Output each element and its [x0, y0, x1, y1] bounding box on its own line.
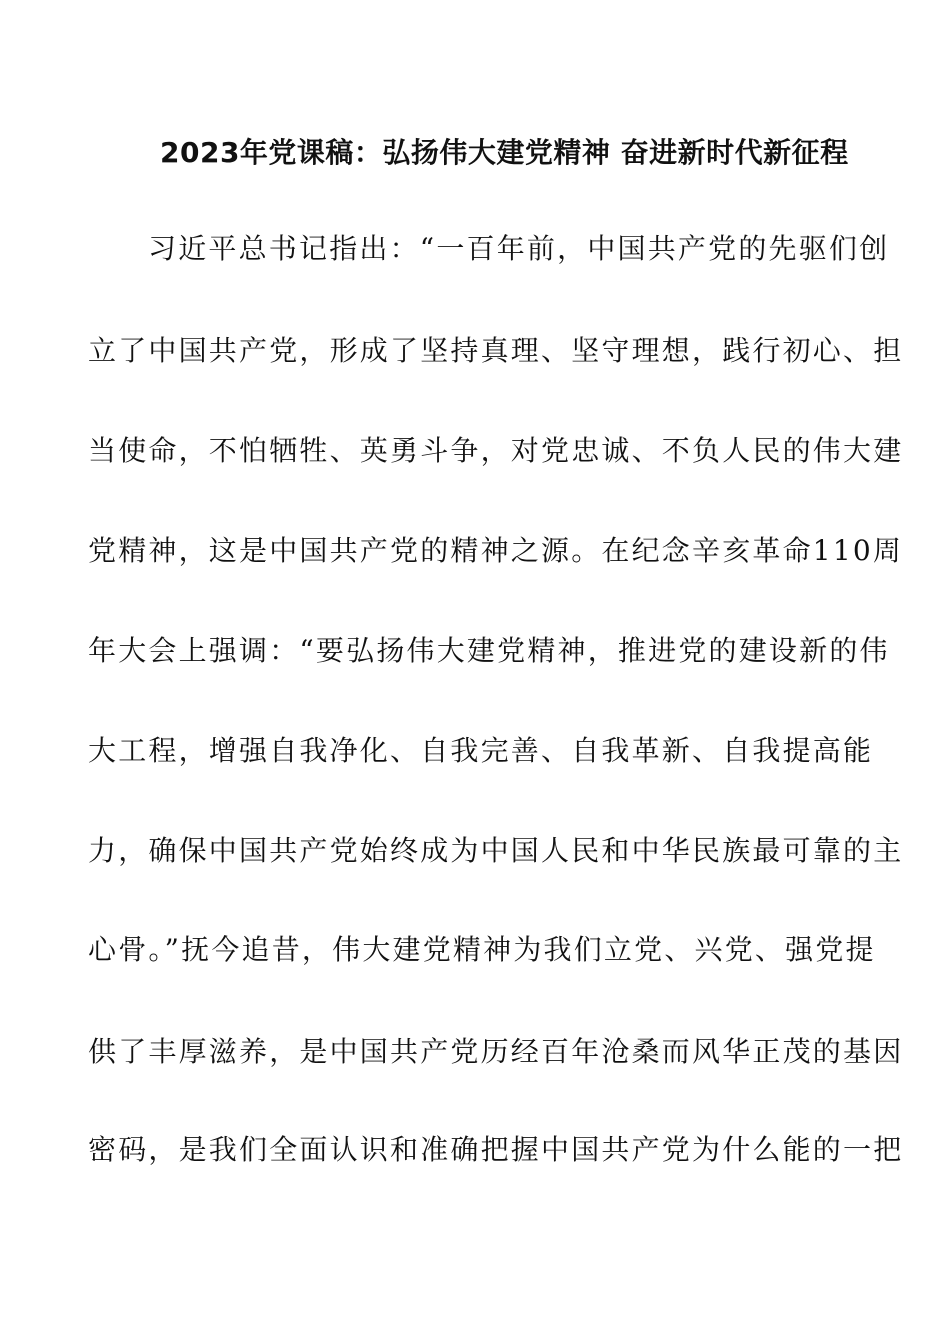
paragraph-line: 供了丰厚滋养，是中国共产党历经百年沧桑而风华正茂的基因: [88, 1035, 904, 1068]
paragraph-line: 密码，是我们全面认识和准确把握中国共产党为什么能的一把: [88, 1133, 904, 1166]
paragraph-line: 力，确保中国共产党始终成为中国人民和中华民族最可靠的主: [88, 834, 904, 867]
paragraph-line: 当使命，不怕牺牲、英勇斗争，对党忠诚、不负人民的伟大建: [88, 434, 904, 467]
paragraph-line: 立了中国共产党，形成了坚持真理、坚守理想，践行初心、担: [88, 334, 904, 367]
paragraph-line: 年大会上强调：“要弘扬伟大建党精神，推进党的建设新的伟: [88, 634, 890, 667]
document-title: 2023年党课稿：弘扬伟大建党精神 奋进新时代新征程: [160, 136, 849, 169]
paragraph-line: 习近平总书记指出：“一百年前，中国共产党的先驱们创: [148, 232, 890, 265]
paragraph-line: 党精神，这是中国共产党的精神之源。在纪念辛亥革命110周: [88, 534, 904, 567]
paragraph-line: 大工程，增强自我净化、自我完善、自我革新、自我提高能: [88, 734, 874, 767]
paragraph-line: 心骨。”抚今追昔，伟大建党精神为我们立党、兴党、强党提: [88, 933, 876, 966]
